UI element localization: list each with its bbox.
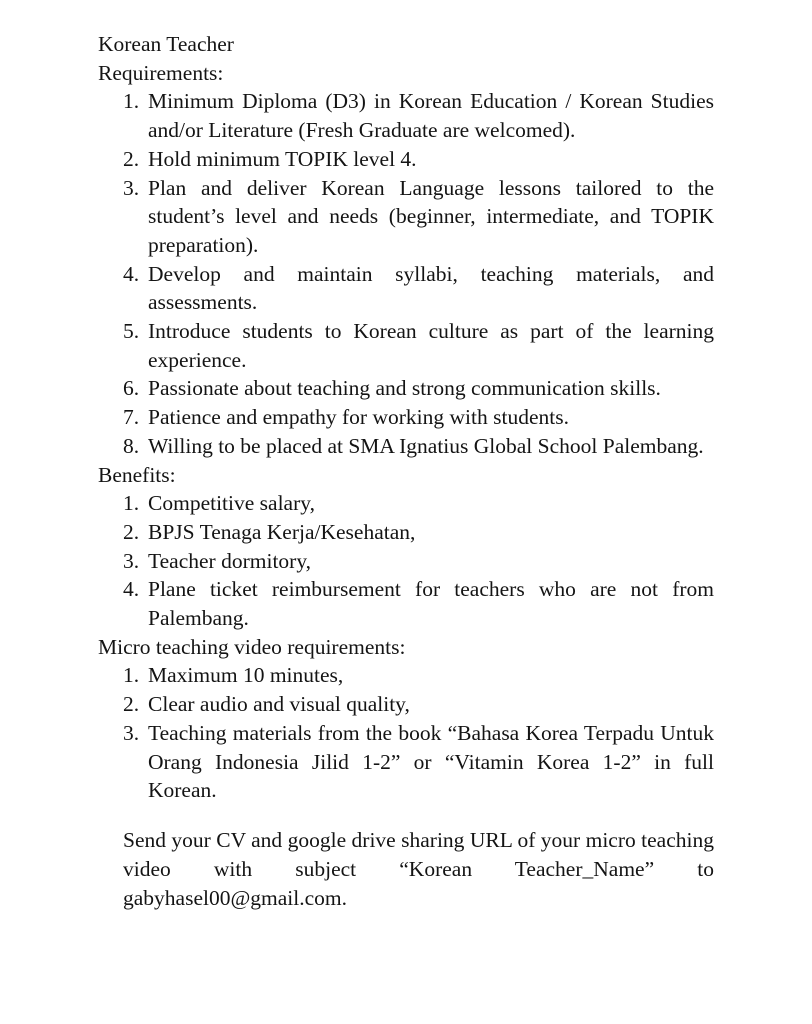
list-number: 3. — [123, 720, 140, 745]
requirement-item — [98, 403, 714, 432]
requirement-text: Develop and maintain syllabi, teaching materials, and assessments. — [148, 261, 714, 315]
video-requirement-item — [98, 661, 714, 690]
list-number: 2. — [123, 519, 140, 544]
requirement-item — [98, 87, 714, 144]
requirement-item — [98, 374, 714, 403]
list-number: 3. — [123, 175, 140, 200]
requirement-item — [98, 145, 714, 174]
list-number: 2. — [123, 146, 140, 171]
requirement-text: Introduce students to Korean culture as part of the learning experience. — [148, 319, 714, 372]
requirement-item — [98, 432, 714, 461]
benefits-heading: Benefits: — [98, 462, 176, 487]
list-number: 1. — [123, 491, 140, 516]
requirement-text: Willing to be placed at SMA Ignatius Global School Palembang. — [148, 433, 704, 458]
document-title: Korean Teacher — [98, 32, 234, 56]
requirement-text: Plan and deliver Korean Language lessons tailored to the student’s level and needs (beginner, intermediate, and TOPIK preparation). — [148, 175, 714, 257]
video-requirement-text: Maximum 10 minutes, — [148, 663, 344, 688]
benefit-item — [98, 547, 714, 576]
list-number: 4. — [123, 577, 140, 602]
benefit-text: Competitive salary, — [148, 491, 315, 516]
requirement-text: Minimum Diploma (D3) in Korean Education / Korean Studies and/or Literature (Fresh Graduate are welcomed). — [148, 89, 714, 143]
benefit-text: Teacher dormitory, — [148, 548, 312, 573]
benefit-item — [98, 489, 714, 518]
list-number: 4. — [123, 261, 140, 286]
benefit-text: Plane ticket reimbursement for teachers who are not from Palembang. — [148, 577, 714, 631]
list-number: 8. — [123, 433, 140, 458]
job-posting-document — [98, 30, 714, 934]
list-number: 3. — [123, 548, 140, 573]
requirement-text: Patience and empathy for working with students. — [148, 405, 569, 430]
list-number: 1. — [123, 663, 140, 688]
requirement-item — [98, 174, 714, 260]
video-requirements-list — [98, 661, 714, 805]
benefit-item — [98, 518, 714, 547]
requirement-item — [98, 317, 714, 374]
requirement-text: Passionate about teaching and strong communication skills. — [148, 376, 661, 401]
list-number: 5. — [123, 319, 140, 344]
list-number: 2. — [123, 692, 140, 717]
video-requirement-text: Clear audio and visual quality, — [148, 692, 410, 717]
requirement-text: Hold minimum TOPIK level 4. — [148, 146, 417, 171]
list-number: 7. — [123, 405, 140, 430]
video-requirement-item — [98, 719, 714, 805]
list-number: 1. — [123, 89, 140, 114]
requirement-item — [98, 260, 714, 317]
video-requirements-heading: Micro teaching video requirements: — [98, 634, 406, 659]
benefit-text: BPJS Tenaga Kerja/Kesehatan, — [148, 519, 416, 544]
benefit-item — [98, 575, 714, 632]
closing-instructions: Send your CV and google drive sharing URL of your micro teaching video with subject “Korean Teacher_Name” to gabyhasel00@gmail.com. — [123, 828, 714, 910]
video-requirement-text: Teaching materials from the book “Bahasa Korea Terpadu Untuk Orang Indonesia Jilid 1-2” or “Vitamin Korea 1-2” in full Korean. — [148, 720, 714, 803]
video-requirement-item — [98, 690, 714, 719]
benefits-list — [98, 489, 714, 633]
list-number: 6. — [123, 376, 140, 401]
requirements-list — [98, 87, 714, 460]
requirements-heading: Requirements: — [98, 60, 224, 85]
